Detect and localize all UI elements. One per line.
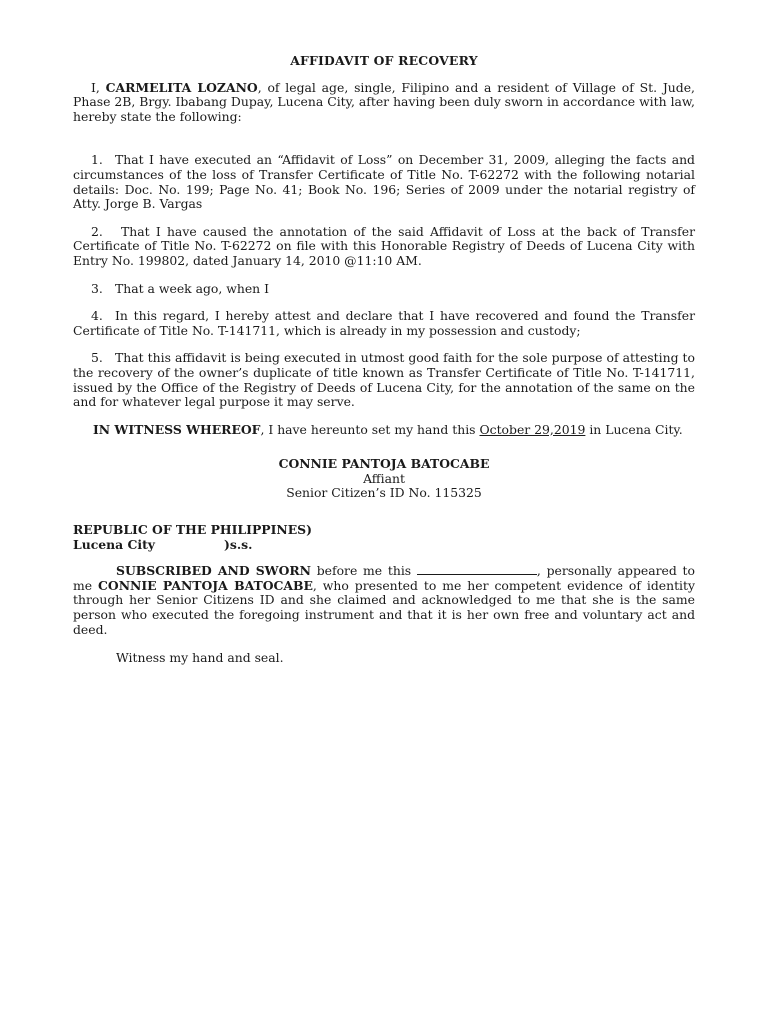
list-item: 5. That this affidavit is being executed in utmost good faith for the sole purpose of attesting to the recovery of the owner’s duplicate of title known as Transfer Certificate of Title No. T-141711, issued by the Office of the Registry of Deeds of Lucena City, for the annotation of the same on the and for whatever legal purpose it may serve.: [73, 350, 695, 410]
document-title: AFFIDAVIT OF RECOVERY: [290, 53, 478, 68]
venue-city: Lucena City: [73, 536, 155, 552]
affiant-id: Senior Citizen’s ID No. 115325: [286, 485, 482, 501]
affiant-role: Affiant: [363, 470, 405, 486]
venue-block: [73, 523, 695, 552]
venue-country: REPUBLIC OF THE PHILIPPINES): [73, 522, 312, 538]
signature-block: [73, 457, 695, 501]
witness-paragraph: IN WITNESS WHEREOF, I have hereunto set my hand this October 29,2019 in Lucena City.: [93, 421, 683, 437]
execution-date: October 29,2019: [479, 421, 586, 437]
list-item: 2. That I have caused the annotation of the said Affidavit of Loss at the back of Transfer Certificate of Title No. T-62272 on file with this Honorable Registry of Deeds of Lucena City with Entry No. 199802, dated January 14, 2010 @11:10 AM.: [73, 223, 695, 268]
affiant-name-jurat: CONNIE PANTOJA BATOCABE: [98, 577, 313, 593]
jurat-paragraph: SUBSCRIBED AND SWORN before me this , personally appeared to me CONNIE PANTOJA BATOCABE, who presented to me her competent evidence of identity through her Senior Citizens ID and she claimed and acknowledged to me that she is the same person who executed the foregoing instrument and that it is her own free and voluntary act and deed.: [73, 563, 695, 637]
list-item: 1. That I have executed an “Affidavit of Loss” on December 31, 2009, alleging the facts and circumstances of the loss of Transfer Certificate of Title No. T-62272 with the following notarial details: Doc. No. 199; Page No. 41; Book No. 196; Series of 2009 under the notarial registry of Atty. Jorge B. Vargas: [73, 152, 695, 212]
closing-line: Witness my hand and seal.: [116, 650, 284, 666]
list-item: 3. That a week ago, when I: [91, 280, 269, 296]
date-blank-line: [417, 564, 537, 575]
affiant-name-intro: CARMELITA LOZANO: [105, 79, 258, 95]
list-item: 4. In this regard, I hereby attest and declare that I have recovered and found the Transfer Certificate of Title No. T-141711, which is already in my possession and custody;: [73, 308, 695, 338]
intro-paragraph: I, CARMELITA LOZANO, of legal age, single, Filipino and a resident of Village of St. Jude, Phase 2B, Brgy. Ibabang Dupay, Lucena City, after having been duly sworn in accordance with law, hereby state the following:: [73, 79, 695, 124]
affiant-name: CONNIE PANTOJA BATOCABE: [278, 456, 490, 472]
venue-ss: )s.s.: [224, 536, 253, 552]
